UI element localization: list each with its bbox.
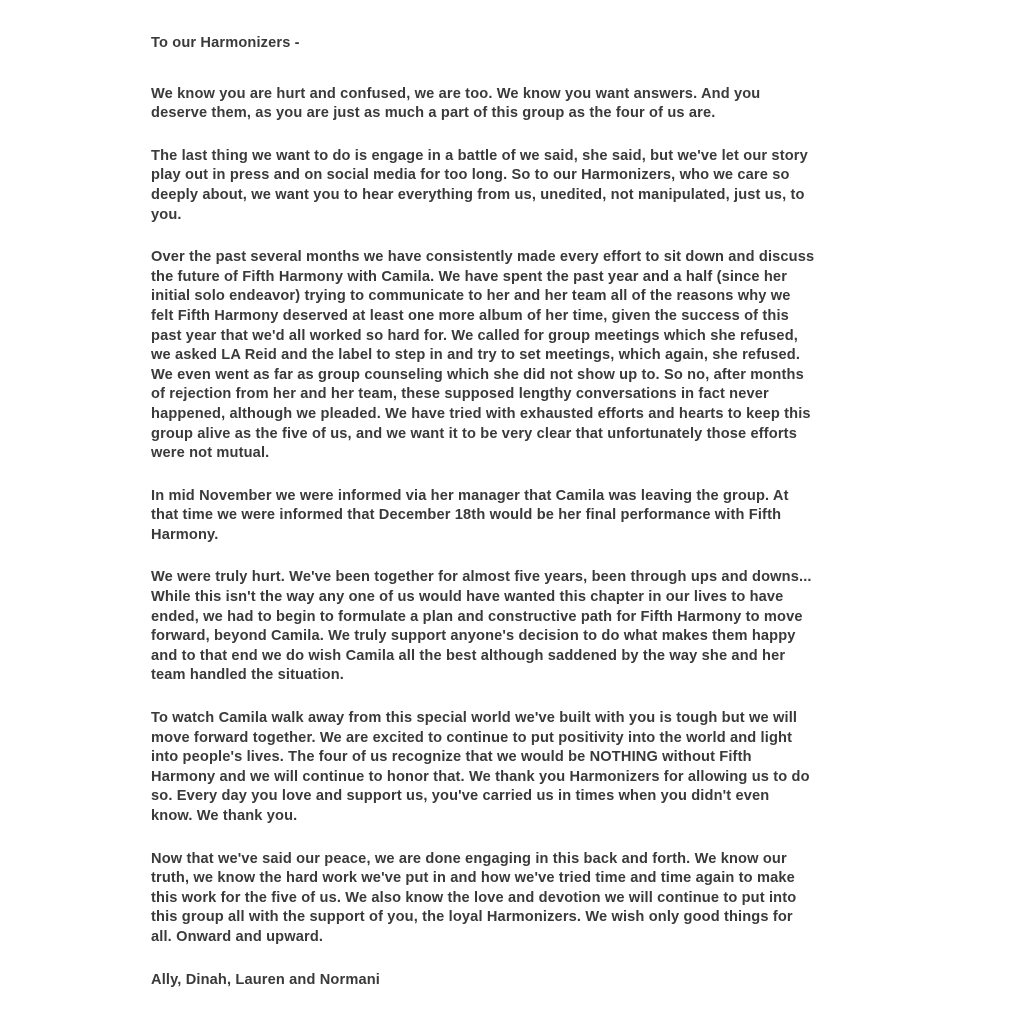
paragraph-1: We know you are hurt and confused, we are too. We know you want answers. And you deserve them, as you are just as much a part of this group as the four of us are. [151,85,761,122]
letter-greeting: To our Harmonizers - [151,35,300,51]
paragraph-5: We were truly hurt. We've been together for almost five years, been through ups and downs... While this isn't the way any one of us would have wanted this chapter in our lives to have ended, we had to begin to formulate a plan and constructive path for Fifth Harmony to move forward, beyond Camila. We truly support anyone's decision to do what makes them happy and to that end we do wish Camila all the best although saddened by the way she and her team handled the situation. [151,569,812,684]
letter-body [151,34,891,990]
letter-signature: Ally, Dinah, Lauren and Normani [151,971,380,988]
paragraph-3: Over the past several months we have consistently made every effort to sit down and discuss the future of Fifth Harmony with Camila. We have spent the past year and a half (since her initial solo endeavor) trying to communicate to her and her team all of the reasons why we felt Fifth Harmony deserved at least one more album of her time, given the success of this past year that we'd all worked so hard for. We called for group meetings which she refused, we asked LA Reid and the label to step in and try to set meetings, which again, she refused. We even went as far as group counseling which she did not show up to. So no, after months of rejection from her and her team, these supposed lengthy conversations in fact never happened, although we pleaded. We have tried with exhausted efforts and hearts to keep this group alive as the five of us, and we want it to be very clear that unfortunately those efforts were not mutual. [151,249,815,462]
paragraph-7: Now that we've said our peace, we are done engaging in this back and forth. We know our truth, we know the hard work we've put in and how we've tried time and time again to make this work for the five of us. We also know the love and devotion we will continue to put into this group all with the support of you, the loyal Harmonizers. We wish only good things for all. Onward and upward. [151,850,797,945]
paragraph-4: In mid November we were informed via her manager that Camila was leaving the group. At that time we were informed that December 18th would be her final performance with Fifth Harmony. [151,487,789,543]
paragraph-6: To watch Camila walk away from this special world we've built with you is tough but we will move forward together. We are excited to continue to put positivity into the world and light into people's lives. The four of us recognize that we would be NOTHING without Fifth Harmony and we will continue to honor that. We thank you Harmonizers for allowing us to do so. Every day you love and support us, you've carried us in times when you didn't even know. We thank you. [151,710,810,824]
paragraph-2: The last thing we want to do is engage in a battle of we said, she said, but we've let our story play out in press and on social media for too long. So to our Harmonizers, who we care so deeply about, we want you to hear everything from us, unedited, not manipulated, just us, to you. [151,147,808,223]
